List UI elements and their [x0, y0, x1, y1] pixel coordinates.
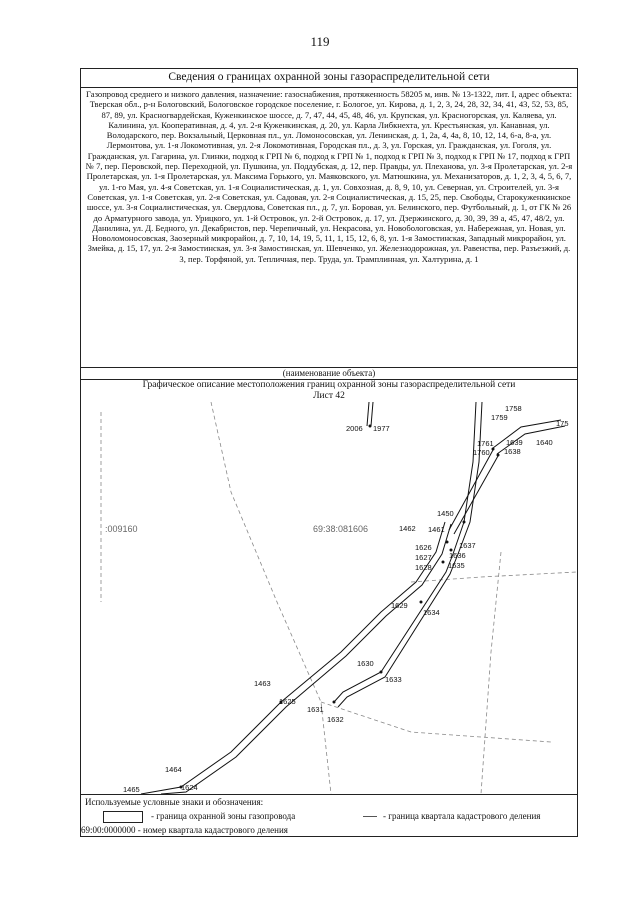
point-label: 1465: [123, 785, 140, 794]
point-label: 1626: [415, 543, 432, 552]
legend-cadastral-symbol: [363, 816, 377, 817]
point-label: 1632: [327, 715, 344, 724]
point-label: 2006: [346, 424, 363, 433]
point-marker: [442, 561, 445, 564]
cadastral-boundaries: [101, 402, 577, 794]
point-label: 1758: [505, 404, 522, 413]
point-marker: [333, 701, 336, 704]
point-marker: [497, 454, 500, 457]
point-label: 1760: [473, 448, 490, 457]
cadastral-line-5: [411, 572, 577, 582]
point-label: 1624: [181, 783, 198, 792]
legend-zone-label: - граница охранной зоны газопровода: [151, 811, 296, 821]
document-frame: [80, 68, 578, 837]
cadastral-label-2: 69:38:081606: [313, 524, 369, 534]
cadastral-line-4: [321, 702, 551, 742]
protection-zone-boundary: [141, 402, 565, 794]
legend: [81, 795, 577, 839]
point-label: 175: [556, 419, 569, 428]
point-label: 1759: [491, 413, 508, 422]
point-label: 1761: [477, 439, 494, 448]
point-label: 1450: [437, 509, 454, 518]
legend-cadastral-label: - граница квартала кадастрового деления: [383, 811, 541, 821]
cadastral-line-1: [211, 402, 331, 794]
point-label: 1630: [357, 659, 374, 668]
legend-zone-symbol: [103, 811, 143, 823]
point-labels: [123, 404, 569, 794]
point-label: 1461: [428, 525, 445, 534]
point-label: 1634: [423, 608, 440, 617]
zone-stub-2: [371, 402, 373, 426]
zone-branch-diag-2: [454, 456, 498, 534]
point-marker: [380, 671, 383, 674]
zone-line-left-outer: [141, 522, 445, 794]
point-label: 1977: [373, 424, 390, 433]
point-label: 1637: [459, 541, 476, 550]
boundary-map: [81, 402, 577, 795]
point-label: 1636: [449, 551, 466, 560]
point-marker: [420, 601, 423, 604]
cadastral-label-1: :009160: [105, 524, 138, 534]
point-label: 1640: [536, 438, 553, 447]
point-marker: [463, 521, 466, 524]
point-label: 1627: [415, 553, 432, 562]
cadastral-line-3: [481, 552, 501, 794]
sheet-number: Лист 42: [313, 391, 345, 401]
legend-title: Используемые условные знаки и обозначения:: [85, 797, 264, 807]
object-name-caption: (наименование объекта): [81, 368, 577, 380]
zone-line-left-inner: [161, 524, 451, 794]
object-description: Газопровод среднего и низкого давления, назначение: газоснабжения, протяженность 58205 м, инв. № 13-1322, лит. I, адрес объекта: Тверская обл., р-н Бологовский, Бологовское городское поселение, г. Бологое, ул. Кирова, д. 1, 2, 3, 24, 28, 32, 34, 41, 43, 52, 53, 85, 87, 89, ул. Красногвардейская, Куженкинское шоссе, д. 7, 47, 44, 45, 48, 46, ул. Крупская, ул. Красногорская, ул. Каляева, ул. Калинина, ул. Кооперативная, д. 4, ул. 2-я Куженкинская, д. 20, ул. Карла Либкнехта, ул. Крестьянская, ул. Канавная, ул. Володарского, пер. Вокзальный, Церковная пл., ул. Ломоносовская, ул. Ленинская, д. 1, 2а, 4, 4а, 8, 10, 12, 14, 6-а, 8-а, ул. Лермонтова, ул. 1-я Локомотивная, ул. 2-я Локомотивная, Городская пл., д. 3, ул. Горская, ул. Гражданская, ул. Гоголя, ул. Гражданская, ул. Гагарина, ул. Глинки, подход к ГРП № 6, подход к ГРП № 1, подход к ГРП № 3, подход к ГРП № 17, подход к ГРП № 7, пер. Перовской, пер. Переходной, ул. Пушкина, ул. Поддубская, д. 12, пер. Правды, ул. Плеханова, ул. 3-я Пролетарская, ул. 2-я Пролетарская, ул. 1-я Пролетарская, ул. Максима Горького, ул. Маяковского, ул. Матюшкина, ул. Механизаторов, д. 1, 2, 3, 4, 5, 6, 7, ул. 1-го Мая, ул. 4-я Советская, ул. 1-я Социалистическая, д. 1, ул. Совхозная, д. 8, 9, 10, ул. Северная, ул. Строителей, ул. 3-я Советская, ул. 1-я Советская, ул. 2-я Советская, ул. Садовая, ул. 2-я Социалистическая, д. 15, 25, пер. Свободы, Старокуженкинское шоссе, ул. 3-я Социалистическая, ул. Свердлова, Советская пл., д. 7, ул. Боровая, ул. Белинского, пер. Футбольный, д. 1, от ГК № 26 до Арматурного завода, ул. Урицкого, ул. 1-й Островок, ул. 2-й Островок, д. 17, ул. Дзержинского, д. 30, 39, 39 а, 45, 47, 48/2, ул. Данилина, ул. Д. Бедного, ул. Декабристов, пер. Черепичный, ул. Некрасова, ул. Новобологовская, ул. Набережная, ул. Новая, ул. Новоломоносовская, Заозерный микрорайон, д. 7, 10, 14, 19, 5, 11, 1, 15, 12, 6, 8, ул. 1-я Замостинская, Западный микрорайон, ул. Змейка, д. 15, 17, ул. 2-я Замостинская, ул. 3-я Замостинская, ул. Шевченко, ул. Железнодорожная, ул. Равенства, пер. Разъезжий, д. 3, пер. Торфяной, ул. Тепличная, пер. Труда, ул. Трамплинная, ул. Халтурина, д. 1: [81, 88, 577, 368]
section-title: Сведения о границах охранной зоны газораспределительной сети: [81, 69, 577, 88]
point-label: 1635: [448, 561, 465, 570]
point-label: 1633: [385, 675, 402, 684]
point-label: 1631: [307, 705, 324, 714]
point-label: 1639: [506, 438, 523, 447]
legend-quarter-number-label: 69:00:0000000 - номер квартала кадастрового деления: [81, 825, 288, 835]
graphic-subtitle: Графическое описание местоположения границ охранной зоны газораспределительной сети: [142, 380, 516, 390]
point-label: 1638: [504, 447, 521, 456]
point-label: 1462: [399, 524, 416, 533]
point-marker: [446, 541, 449, 544]
point-label: 1628: [415, 563, 432, 572]
point-marker: [369, 425, 372, 428]
point-label: 1625: [279, 697, 296, 706]
point-label: 1463: [254, 679, 271, 688]
point-markers: [180, 425, 500, 789]
point-label: 1629: [391, 601, 408, 610]
point-label: 1464: [165, 765, 182, 774]
zone-stub-1: [367, 402, 369, 426]
page-number: 119: [310, 34, 330, 49]
map-drawing: [81, 402, 577, 794]
